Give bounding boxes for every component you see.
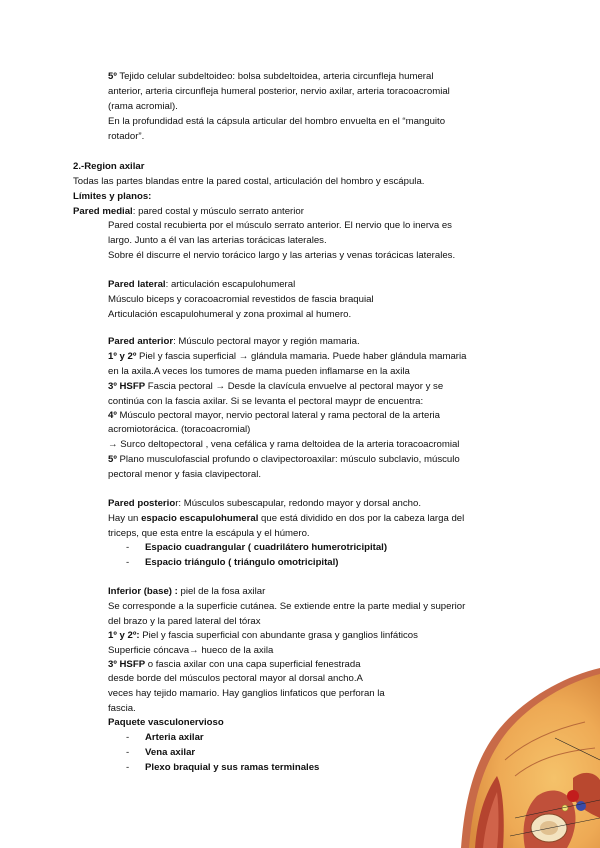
inferior-line-2: del brazo y la pared lateral del tórax — [108, 616, 261, 627]
inferior-plane-1-2-cont: Superficie cóncava→ hueco de la axila — [108, 645, 274, 656]
list-item: - Plexo braquial y sus ramas terminales — [126, 762, 320, 773]
medial-line-3: Sobre él discurre el nervio torácico largo y las arterias y venas torácicas laterales. — [108, 250, 456, 261]
section-heading: 2.-Region axilar — [73, 161, 145, 172]
inferior-title: Inferior (base) : piel de la fosa axilar — [108, 586, 266, 597]
inferior-plane-1-2: 1º y 2º: Piel y fascia superficial con abundante grasa y ganglios linfáticos — [108, 630, 418, 641]
intro-line-3: (rama acromial). — [108, 101, 178, 112]
anterior-plane-4-sulcus: → Surco deltopectoral , vena cefálica y rama deltoidea de la arteria toracoacromial — [108, 439, 460, 450]
inferior-line-1: Se corresponde a la superficie cutánea. Se extiende entre la parte medial y superior — [108, 601, 466, 612]
intro-line-4: En la profundidad está la cápsula articular del hombro envuelta en el “manguito — [108, 116, 446, 127]
section-summary: Todas las partes blandas entre la pared costal, articulación del hombro y escápula. — [73, 176, 425, 187]
list-item: - Espacio cuadrangular ( cuadrilátero humerotricipital) — [126, 542, 388, 553]
inferior-plane-3-cont-2: veces hay tejido mamario. Hay ganglios linfaticos que perforan la — [108, 688, 385, 699]
package-heading: Paquete vasculonervioso — [108, 717, 224, 728]
anterior-plane-4: 4º Músculo pectoral mayor, nervio pectoral lateral y rama pectoral de la arteria — [108, 410, 440, 421]
anterior-plane-1-2-cont: en la axila.A veces los tumores de mama pueden inflamarse en la axila — [108, 366, 410, 377]
intro-line-5: rotador”. — [108, 131, 145, 142]
medial-line-1: Pared costal recubierta por el músculo serrato anterior. El nervio que lo inerva es — [108, 220, 452, 231]
posterior-line-1: Hay un espacio escapulohumeral que está dividido en dos por la cabeza larga del — [108, 513, 465, 524]
axilla-cross-section-illustration — [455, 668, 600, 848]
anterior-wall-title: Pared anterior: Músculo pectoral mayor y región mamaria. — [108, 336, 360, 347]
inferior-plane-3-cont-3: fascia. — [108, 703, 136, 714]
posterior-wall-title: Pared posterior: Músculos subescapular, redondo mayor y dorsal ancho. — [108, 498, 422, 509]
inferior-plane-3: 3º HSFP o fascia axilar con una capa superficial fenestrada — [108, 659, 361, 670]
limits-heading: Límites y planos: — [73, 191, 152, 202]
anterior-plane-1-2: 1º y 2º Piel y fascia superficial → glándula mamaria. Puede haber glándula mamaria — [108, 351, 467, 362]
posterior-line-2: triceps, que esta entre la escápula y el húmero. — [108, 528, 310, 539]
list-item: - Espacio triángulo ( triángulo omotricipital) — [126, 557, 339, 568]
anterior-plane-5: 5º Plano musculofascial profundo o clavipectoroaxilar: músculo subclavio, músculo — [108, 454, 460, 465]
intro-number: 5º — [108, 71, 117, 82]
anterior-plane-5-cont: pectoral menor y fasia clavipectoral. — [108, 469, 262, 480]
intro-line-1: 5º Tejido celular subdeltoideo: bolsa subdeltoidea, arteria circunfleja humeral — [108, 71, 434, 82]
lateral-wall-title: Pared lateral: articulación escapulohumeral — [108, 279, 296, 290]
lateral-line-2: Articulación escapulohumeral y zona proximal al humero. — [108, 309, 352, 320]
lateral-line-1: Músculo biceps y coracoacromial revestidos de fascia braquial — [108, 294, 374, 305]
artery-section — [567, 790, 579, 802]
anterior-plane-4-cont: acromiotorácica. (toracoacromial) — [108, 424, 251, 435]
list-item: - Arteria axilar — [126, 732, 204, 743]
anterior-plane-3-cont: continúa con la fascia axilar. Si se levanta el pectoral maypr de encuentra: — [108, 396, 424, 407]
list-item: - Vena axilar — [126, 747, 196, 758]
intro-line-2: anterior, arteria circunfleja humeral posterior, nervio axilar, arteria toracoacromial — [108, 86, 450, 97]
medial-line-2: largo. Junto a él van las arterias torácicas laterales. — [108, 235, 327, 246]
vein-section — [576, 801, 586, 811]
anterior-plane-3: 3º HSFP Fascia pectoral → Desde la clavícula envuelve al pectoral mayor y se — [108, 381, 444, 392]
inferior-plane-3-cont: desde borde del músculos pectoral mayor al dorsal ancho.A — [108, 673, 363, 684]
medial-wall-title: Pared medial: pared costal y músculo serrato anterior — [73, 206, 304, 217]
